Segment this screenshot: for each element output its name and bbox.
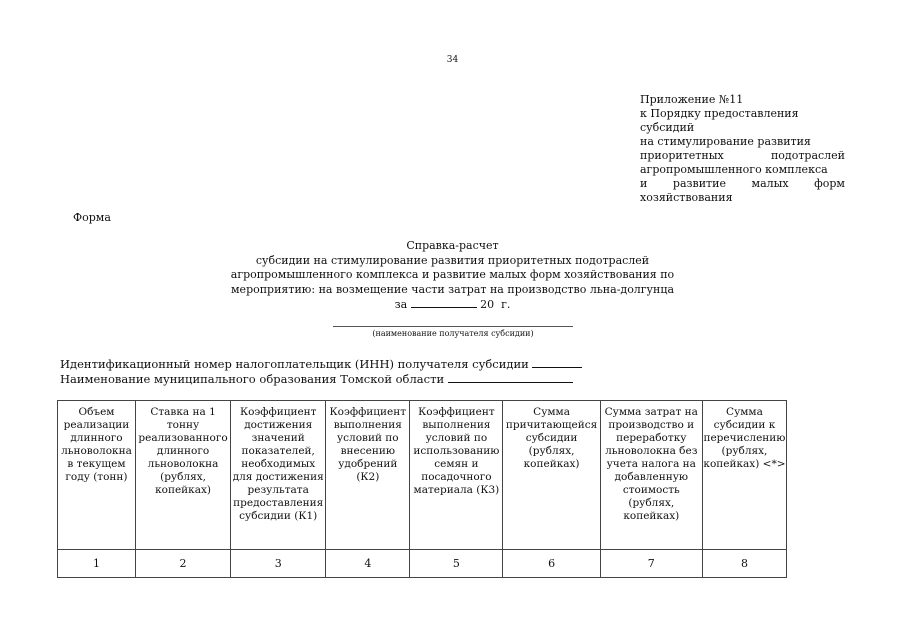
column-header: Коэффициент выполнения условий по внесению удобрений (К2) <box>326 401 410 550</box>
column-header: Коэффициент выполнения условий по использованию семян и посадочного материала (К3) <box>410 401 503 550</box>
appendix-line: и развитие малых форм <box>640 177 845 190</box>
column-header: Сумма причитающейся субсидии (рублях, копейках) <box>503 401 600 550</box>
column-header: Сумма затрат на производство и переработку льноволокна без учета налога на добавленную стоимость (рублях, копейках) <box>600 401 702 550</box>
title-line: агропромышленного комплекса и развитие малых форм хозяйствования по <box>230 268 675 281</box>
document-title <box>230 239 675 313</box>
period-blank[interactable] <box>411 297 477 308</box>
appendix-header <box>640 93 845 205</box>
column-number: 1 <box>58 550 136 578</box>
appendix-line: хозяйствования <box>640 191 733 204</box>
column-header: Ставка на 1 тонну реализованного длинного льноволокна (рублях, копейках) <box>135 401 230 550</box>
column-header: Сумма субсидии к перечислению (рублях, копейках) <*> <box>702 401 786 550</box>
form-label: Форма <box>73 211 111 224</box>
table-row <box>58 550 787 578</box>
inn-blank[interactable] <box>532 357 582 368</box>
table-header-row <box>58 401 787 550</box>
column-number: 8 <box>702 550 786 578</box>
column-header: Коэффициент достижения значений показателей, необходимых для достижения результата предоставления субсидии (К1) <box>231 401 326 550</box>
recipient-caption: (наименование получателя субсидии) <box>372 329 534 338</box>
page-number: 34 <box>446 55 459 65</box>
subsidy-table <box>57 400 787 578</box>
recipient-name-line[interactable] <box>333 326 573 327</box>
column-number: 2 <box>135 550 230 578</box>
appendix-line: Приложение №11 <box>640 93 744 106</box>
column-number: 4 <box>326 550 410 578</box>
identification-block <box>60 357 582 387</box>
column-number: 6 <box>503 550 600 578</box>
inn-line: Идентификационный номер налогоплательщик (ИНН) получателя субсидии <box>60 357 582 372</box>
period-line: за 20 г. <box>394 298 511 311</box>
column-number: 5 <box>410 550 503 578</box>
column-number: 7 <box>600 550 702 578</box>
appendix-line: к Порядку предоставления субсидий <box>640 107 799 134</box>
column-header: Объем реализации длинного льноволокна в текущем году (тонн) <box>58 401 136 550</box>
municipality-blank[interactable] <box>448 372 573 383</box>
municipality-line: Наименование муниципального образования Томской области <box>60 372 582 387</box>
appendix-line: агропромышленного комплекса <box>640 163 828 176</box>
title-line: субсидии на стимулирование развития приоритетных подотраслей <box>255 253 650 267</box>
column-number: 3 <box>231 550 326 578</box>
title-line: мероприятию: на возмещение части затрат на производство льна-долгунца <box>231 282 674 296</box>
appendix-line: приоритетных подотраслей <box>640 149 845 162</box>
title-line: Справка-расчет <box>406 239 499 252</box>
appendix-line: на стимулирование развития <box>640 135 811 148</box>
